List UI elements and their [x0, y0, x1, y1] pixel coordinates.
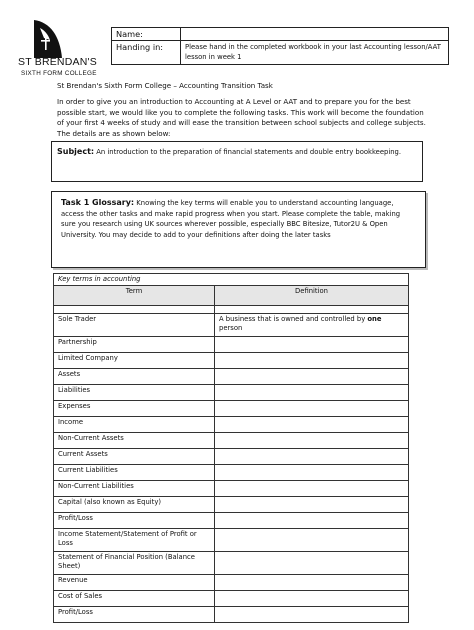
term-cell: Liabilities	[54, 385, 215, 401]
term-cell: Revenue	[54, 575, 215, 591]
table-row	[54, 575, 409, 591]
table-row	[54, 369, 409, 385]
term-cell: Partnership	[54, 337, 215, 353]
term-cell: Non-Current Assets	[54, 433, 215, 449]
term-cell: Profit/Loss	[54, 513, 215, 529]
term-cell: Cost of Sales	[54, 591, 215, 607]
table-row	[54, 552, 409, 575]
definition-cell[interactable]	[215, 353, 409, 369]
handin-value: Please hand in the completed workbook in your last Accounting lesson/AAT lesson in week 1	[185, 43, 441, 61]
definition-text: A business that is owned and controlled by	[219, 315, 368, 323]
definition-cell[interactable]	[215, 385, 409, 401]
definition-cell[interactable]	[215, 575, 409, 591]
table-row	[54, 529, 409, 552]
intro-paragraph: In order to give you an introduction to Accounting at A Level or AAT and to prepare you for the best possible start, we would like you to complete the following tasks. This work will become the foundation of your first 4 weeks of study and will ease the transition between school subjects and college subjects. The details are as shown below:	[57, 97, 426, 138]
spacer-cell	[54, 306, 215, 314]
term-cell: Limited Company	[54, 353, 215, 369]
table-row	[54, 433, 409, 449]
term-cell: Assets	[54, 369, 215, 385]
table-caption: Key terms in accounting	[54, 274, 409, 286]
name-field[interactable]	[181, 28, 448, 40]
definition-cell[interactable]	[215, 449, 409, 465]
subject-label: Subject:	[57, 147, 95, 156]
table-row	[54, 385, 409, 401]
definition-cell[interactable]	[215, 529, 409, 552]
task1-box	[51, 191, 426, 268]
table-row	[54, 513, 409, 529]
table-row	[54, 353, 409, 369]
table-row	[54, 417, 409, 433]
logo-subtitle: SIXTH FORM COLLEGE	[21, 70, 97, 77]
term-cell: Statement of Financial Position (Balance Sheet)	[54, 552, 215, 575]
name-row	[112, 28, 448, 41]
term-cell: Profit/Loss	[54, 607, 215, 623]
term-cell: Expenses	[54, 401, 215, 417]
logo-name: ST BRENDAN'S	[18, 56, 97, 68]
definition-cell[interactable]	[215, 337, 409, 353]
task1-label: Task 1 Glossary:	[61, 198, 135, 207]
term-cell: Non-Current Liabilities	[54, 481, 215, 497]
key-terms-table	[53, 273, 409, 623]
table-row	[54, 591, 409, 607]
definition-cell[interactable]	[215, 433, 409, 449]
spacer-cell	[215, 306, 409, 314]
subject-text: An introduction to the preparation of financial statements and double entry bookkeeping.	[94, 148, 401, 156]
definition-cell[interactable]	[215, 513, 409, 529]
table-row	[54, 337, 409, 353]
definition-cell[interactable]	[215, 552, 409, 575]
definition-cell[interactable]	[215, 607, 409, 623]
definition-cell[interactable]	[215, 481, 409, 497]
term-cell: Income	[54, 417, 215, 433]
name-label: Name:	[112, 28, 181, 40]
term-cell: Sole Trader	[54, 314, 215, 337]
definition-cell[interactable]	[215, 314, 409, 337]
term-cell: Current Liabilities	[54, 465, 215, 481]
definition-cell[interactable]	[215, 369, 409, 385]
column-header-definition: Definition	[215, 286, 409, 306]
definition-cell[interactable]	[215, 401, 409, 417]
term-cell: Income Statement/Statement of Profit or Loss	[54, 529, 215, 552]
table-row	[54, 607, 409, 623]
logo-sail-icon	[28, 18, 72, 60]
definition-cell[interactable]	[215, 465, 409, 481]
definition-text-end: person	[219, 324, 243, 332]
term-cell: Capital (also known as Equity)	[54, 497, 215, 513]
handin-row	[112, 41, 448, 64]
table-row	[54, 401, 409, 417]
table-row	[54, 465, 409, 481]
term-cell: Current Assets	[54, 449, 215, 465]
subject-box	[51, 141, 423, 182]
header-box	[111, 27, 449, 65]
table-row	[54, 497, 409, 513]
handin-label: Handing in:	[112, 41, 181, 64]
table-row	[54, 314, 409, 337]
task-title: St Brendan's Sixth Form College – Accounting Transition Task	[57, 81, 273, 90]
definition-cell[interactable]	[215, 591, 409, 607]
column-header-term: Term	[54, 286, 215, 306]
task1-text: Knowing the key terms will enable you to understand accounting language, access the other tasks and make rapid progress when you start. Please complete the table, making sure you research using UK sources wherever possible, especially BBC Bitesize, Tutor2U & Open University. You may decide to add to your definitions after doing the later tasks	[61, 199, 401, 239]
table-row	[54, 481, 409, 497]
definition-emphasis: one	[367, 315, 382, 323]
definition-cell[interactable]	[215, 497, 409, 513]
definition-cell[interactable]	[215, 417, 409, 433]
table-row	[54, 449, 409, 465]
